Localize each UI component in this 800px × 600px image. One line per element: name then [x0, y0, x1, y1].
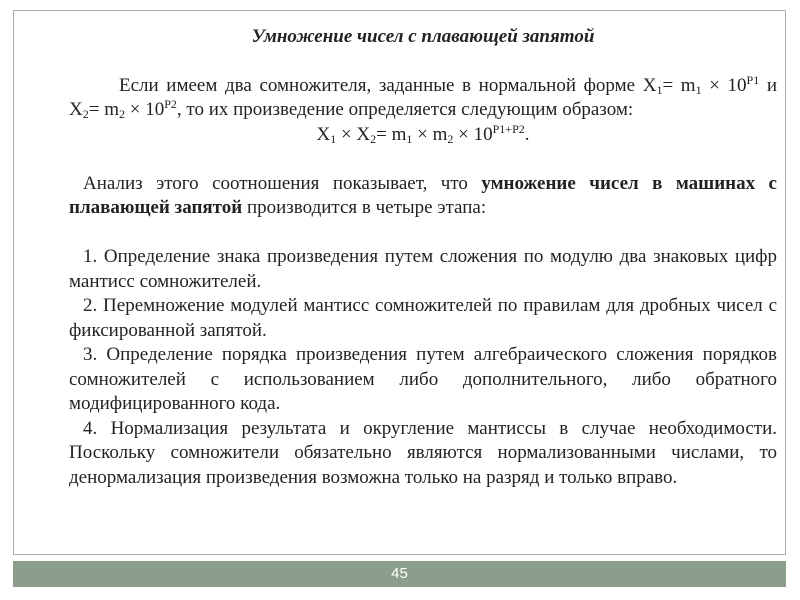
- step-1: 1. Определение знака произведения путем сложения по модулю два знаковых цифр мантисс сомножителей.: [69, 246, 777, 292]
- footer-bar: [13, 561, 786, 587]
- content-frame: [13, 10, 786, 555]
- step-2: 2. Перемножение модулей мантисс сомножителей по правилам для дробных чисел с фиксированной запятой.: [69, 295, 777, 341]
- product-formula: $X_1 \times X_2= m_1 \times m_2 \times 10^{P1+P2}$.: [316, 121, 530, 146]
- page-number: 45: [391, 565, 408, 582]
- analysis-paragraph: Анализ этого соотношения показывает, что умножение чисел в машинах с плавающей запятой производится в четыре этапа:: [69, 172, 777, 218]
- step-3: 3. Определение порядка произведения путем алгебраического сложения порядков сомножителей с использованием либо дополнительного, либо обратного модифицированного кода.: [69, 344, 777, 414]
- slide-content: [69, 25, 777, 490]
- slide-title: Умножение чисел с плавающей запятой: [251, 26, 595, 47]
- step-4: 4. Нормализация результата и округление мантиссы в случае необходимости. Поскольку сомножители обязательно являются нормализованными числами, то денормализация произведения возможна только на разряд и только вправо.: [69, 417, 777, 488]
- formula-intro-paragraph: Если имеем два сомножителя, заданные в нормальной форме $X_1= m_1 \times 10^{P1}$ и $X_2= m_2 \times 10^{P2}$, то их произведение определяется следующим образом:: [69, 72, 778, 121]
